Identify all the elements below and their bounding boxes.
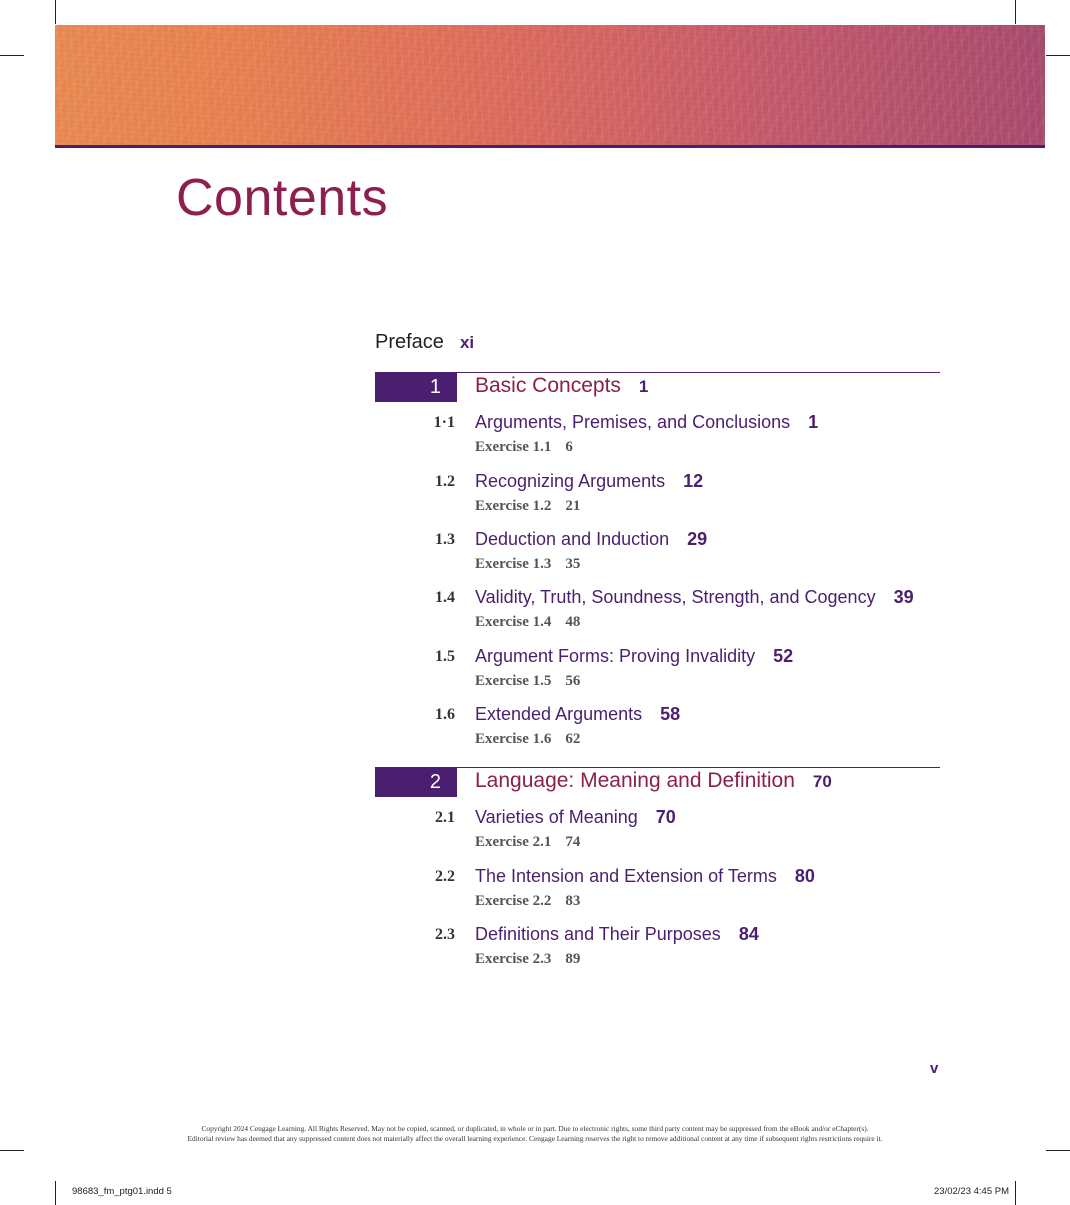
- chapter-page: 1: [638, 377, 649, 396]
- copyright-line-2: Editorial review has deemed that any suppressed content does not materially affect the overall learning experience. Cengage Learning reserves the right to remove additional content at any time if subsequent rights restrictions require it.: [187, 1134, 883, 1143]
- section-title: Argument Forms: Proving Invalidity: [475, 646, 756, 666]
- section-number: 1.3: [435, 531, 455, 548]
- exercise-page: 62: [565, 731, 581, 747]
- exercise-page: 74: [565, 834, 581, 850]
- section-page: 52: [773, 646, 794, 666]
- section-number: 1.2: [435, 473, 455, 490]
- section-page: 84: [738, 924, 759, 944]
- banner-rule: [55, 145, 1045, 148]
- header-banner: [55, 25, 1045, 146]
- preface-page: xi: [459, 333, 475, 352]
- toc-preface[interactable]: [375, 331, 474, 354]
- preface-label: Preface: [375, 331, 444, 353]
- section-number: 2.2: [435, 868, 455, 885]
- section-title: Varieties of Meaning: [475, 807, 638, 827]
- toc-section-1-2[interactable]: [375, 471, 940, 521]
- toc-section-2-3[interactable]: [375, 924, 940, 974]
- exercise-page: 48: [565, 614, 581, 630]
- toc-chapter-1[interactable]: [375, 372, 940, 403]
- section-number: 2.1: [435, 809, 455, 826]
- toc-section-1-1[interactable]: [375, 412, 940, 462]
- exercise-page: 56: [565, 673, 581, 689]
- toc-section-1-6[interactable]: [375, 704, 940, 754]
- copyright-notice: [60, 1124, 1010, 1144]
- crop-mark: [1015, 1181, 1016, 1205]
- section-page: 29: [687, 529, 708, 549]
- exercise-label: Exercise 1.3: [475, 556, 552, 572]
- copyright-line-1: Copyright 2024 Cengage Learning. All Rights Reserved. May not be copied, scanned, or duplicated, in whole or in part. Due to electronic rights, some third party content may be suppressed from the eBook and/or eChapter(s).: [201, 1124, 869, 1133]
- section-page: 70: [655, 807, 676, 827]
- section-title: Extended Arguments: [475, 704, 643, 724]
- exercise-label: Exercise 2.2: [475, 893, 552, 909]
- slug-filename: 98683_fm_ptg01.indd 5: [72, 1186, 172, 1197]
- section-number: 1.5: [435, 648, 455, 665]
- crop-mark: [55, 1181, 56, 1205]
- section-page: 1: [808, 412, 819, 432]
- crop-mark: [1046, 1150, 1070, 1151]
- exercise-label: Exercise 1.2: [475, 498, 552, 514]
- exercise-label: Exercise 1.6: [475, 731, 552, 747]
- toc-section-1-4[interactable]: [375, 587, 940, 637]
- section-title: Validity, Truth, Soundness, Strength, and Cogency: [475, 587, 876, 607]
- exercise-page: 83: [565, 893, 581, 909]
- chapter-title: Language: Meaning and Definition: [475, 769, 795, 792]
- toc-section-2-2[interactable]: [375, 866, 940, 916]
- toc-section-1-5[interactable]: [375, 646, 940, 696]
- section-page: 12: [683, 471, 704, 491]
- exercise-page: 6: [565, 439, 573, 455]
- section-page: 39: [893, 587, 914, 607]
- chapter-number: 2: [375, 768, 457, 797]
- toc-section-2-1[interactable]: [375, 807, 940, 857]
- chapter-title: Basic Concepts: [475, 374, 621, 397]
- chapter-page: 70: [812, 772, 832, 791]
- chapter-number: 1: [375, 373, 457, 402]
- exercise-page: 35: [565, 556, 581, 572]
- section-number: 1.6: [435, 706, 455, 723]
- section-title: Arguments, Premises, and Conclusions: [475, 412, 791, 432]
- page-folio: v: [930, 1060, 939, 1077]
- section-page: 80: [794, 866, 815, 886]
- section-number: 1.4: [435, 589, 455, 606]
- section-number: 2.3: [435, 926, 455, 943]
- section-title: The Intension and Extension of Terms: [475, 866, 777, 886]
- section-number: 1·1: [433, 414, 455, 431]
- page-title: Contents: [176, 169, 389, 227]
- crop-mark: [1046, 55, 1070, 56]
- toc-chapter-2[interactable]: [375, 767, 940, 798]
- section-title: Definitions and Their Purposes: [475, 924, 721, 944]
- exercise-page: 21: [565, 498, 581, 514]
- exercise-label: Exercise 2.3: [475, 951, 552, 967]
- exercise-label: Exercise 1.4: [475, 614, 552, 630]
- crop-mark: [0, 1150, 24, 1151]
- section-title: Deduction and Induction: [475, 529, 670, 549]
- crop-mark: [55, 0, 56, 24]
- exercise-label: Exercise 2.1: [475, 834, 552, 850]
- toc-section-1-3[interactable]: [375, 529, 940, 579]
- slug-datetime: 23/02/23 4:45 PM: [934, 1186, 1009, 1197]
- exercise-label: Exercise 1.1: [475, 439, 552, 455]
- exercise-label: Exercise 1.5: [475, 673, 552, 689]
- crop-mark: [0, 55, 24, 56]
- crop-mark: [1015, 0, 1016, 24]
- exercise-page: 89: [565, 951, 581, 967]
- section-page: 58: [660, 704, 681, 724]
- section-title: Recognizing Arguments: [475, 471, 666, 491]
